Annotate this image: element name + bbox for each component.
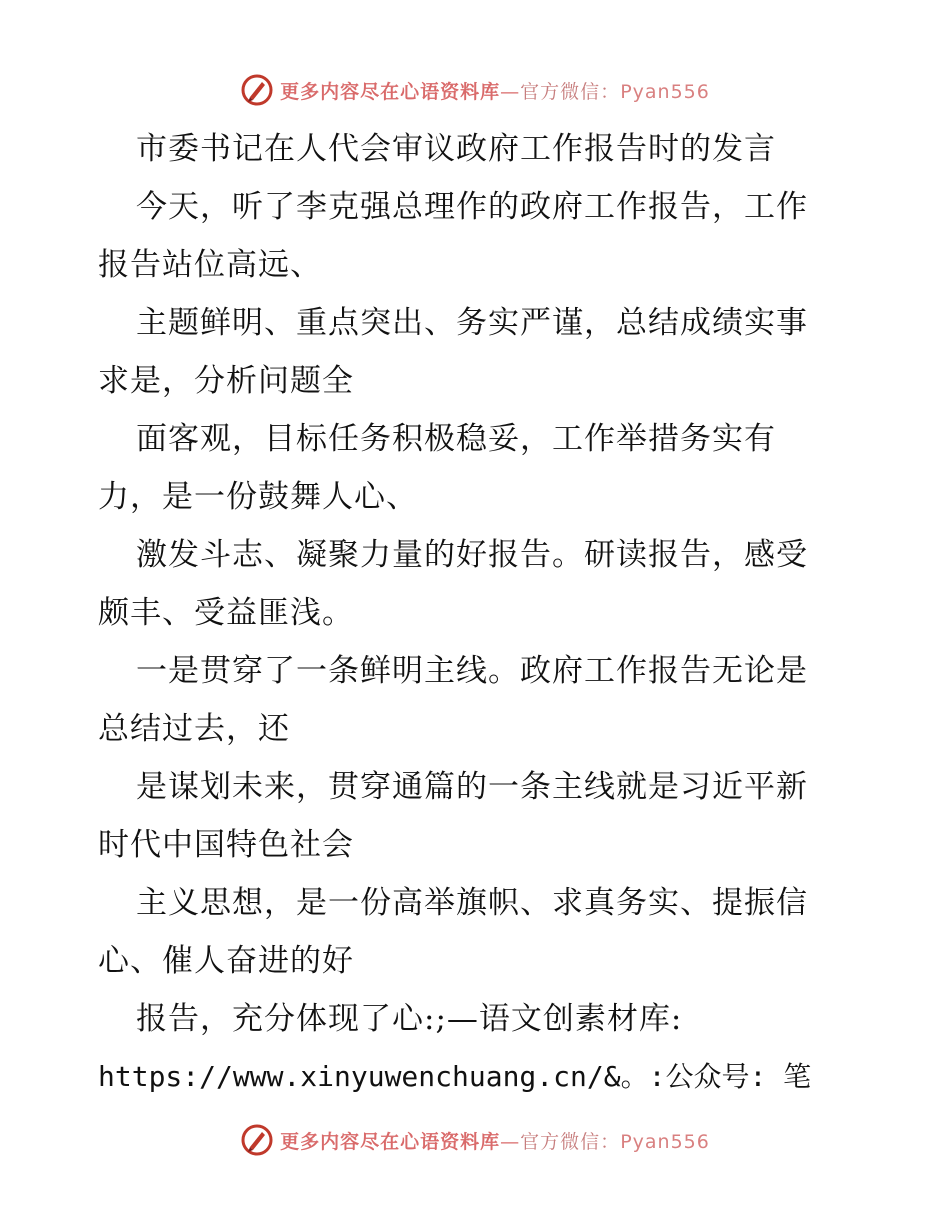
pen-logo-icon	[240, 73, 274, 107]
text-line: 力，是一份鼓舞人心、	[98, 479, 418, 515]
document-title: 市委书记在人代会审议政府工作报告时的发言	[136, 131, 776, 167]
text-line: 心、催人奋进的好	[98, 943, 354, 979]
text-line: 主义思想，是一份高举旗帜、求真务实、提振信	[136, 885, 808, 921]
watermark-sub-text: 官方微信：	[520, 1130, 621, 1153]
text-line: 主题鲜明、重点突出、务实严谨，总结成绩实事	[136, 305, 808, 341]
pen-logo-icon	[240, 1123, 274, 1157]
text-line: 激发斗志、凝聚力量的好报告。研读报告，感受	[136, 537, 808, 573]
watermark-sub-text: 官方微信：	[520, 80, 621, 103]
text-line: 面客观，目标任务积极稳妥，工作举措务实有	[136, 421, 776, 457]
watermark-wechat-id: Pyan556	[620, 1130, 710, 1153]
watermark-main-text: 更多内容尽在心语资料库	[280, 1130, 501, 1153]
text-line: 总结过去，还	[98, 711, 290, 747]
text-line: 颇丰、受益匪浅。	[98, 595, 354, 631]
document-body	[98, 120, 858, 1106]
text-line: 报告，充分体现了心:;—语文创素材库:	[136, 1001, 683, 1037]
text-line-url: https://www.xinyuwenchuang.cn/&。:公众号: 笔	[98, 1060, 812, 1093]
header-watermark	[0, 70, 950, 110]
text-line: 今天，听了李克强总理作的政府工作报告，工作	[136, 189, 808, 225]
watermark-wechat-id: Pyan556	[620, 80, 710, 103]
text-line: 是谋划未来，贯穿通篇的一条主线就是习近平新	[136, 769, 808, 805]
footer-watermark	[0, 1120, 950, 1160]
text-line: 一是贯穿了一条鲜明主线。政府工作报告无论是	[136, 653, 808, 689]
text-line: 时代中国特色社会	[98, 827, 354, 863]
watermark-separator: —	[500, 80, 521, 103]
watermark-main-text: 更多内容尽在心语资料库	[280, 80, 501, 103]
text-line: 报告站位高远、	[98, 247, 322, 283]
text-line: 求是，分析问题全	[98, 363, 354, 399]
watermark-separator: —	[500, 1130, 521, 1153]
